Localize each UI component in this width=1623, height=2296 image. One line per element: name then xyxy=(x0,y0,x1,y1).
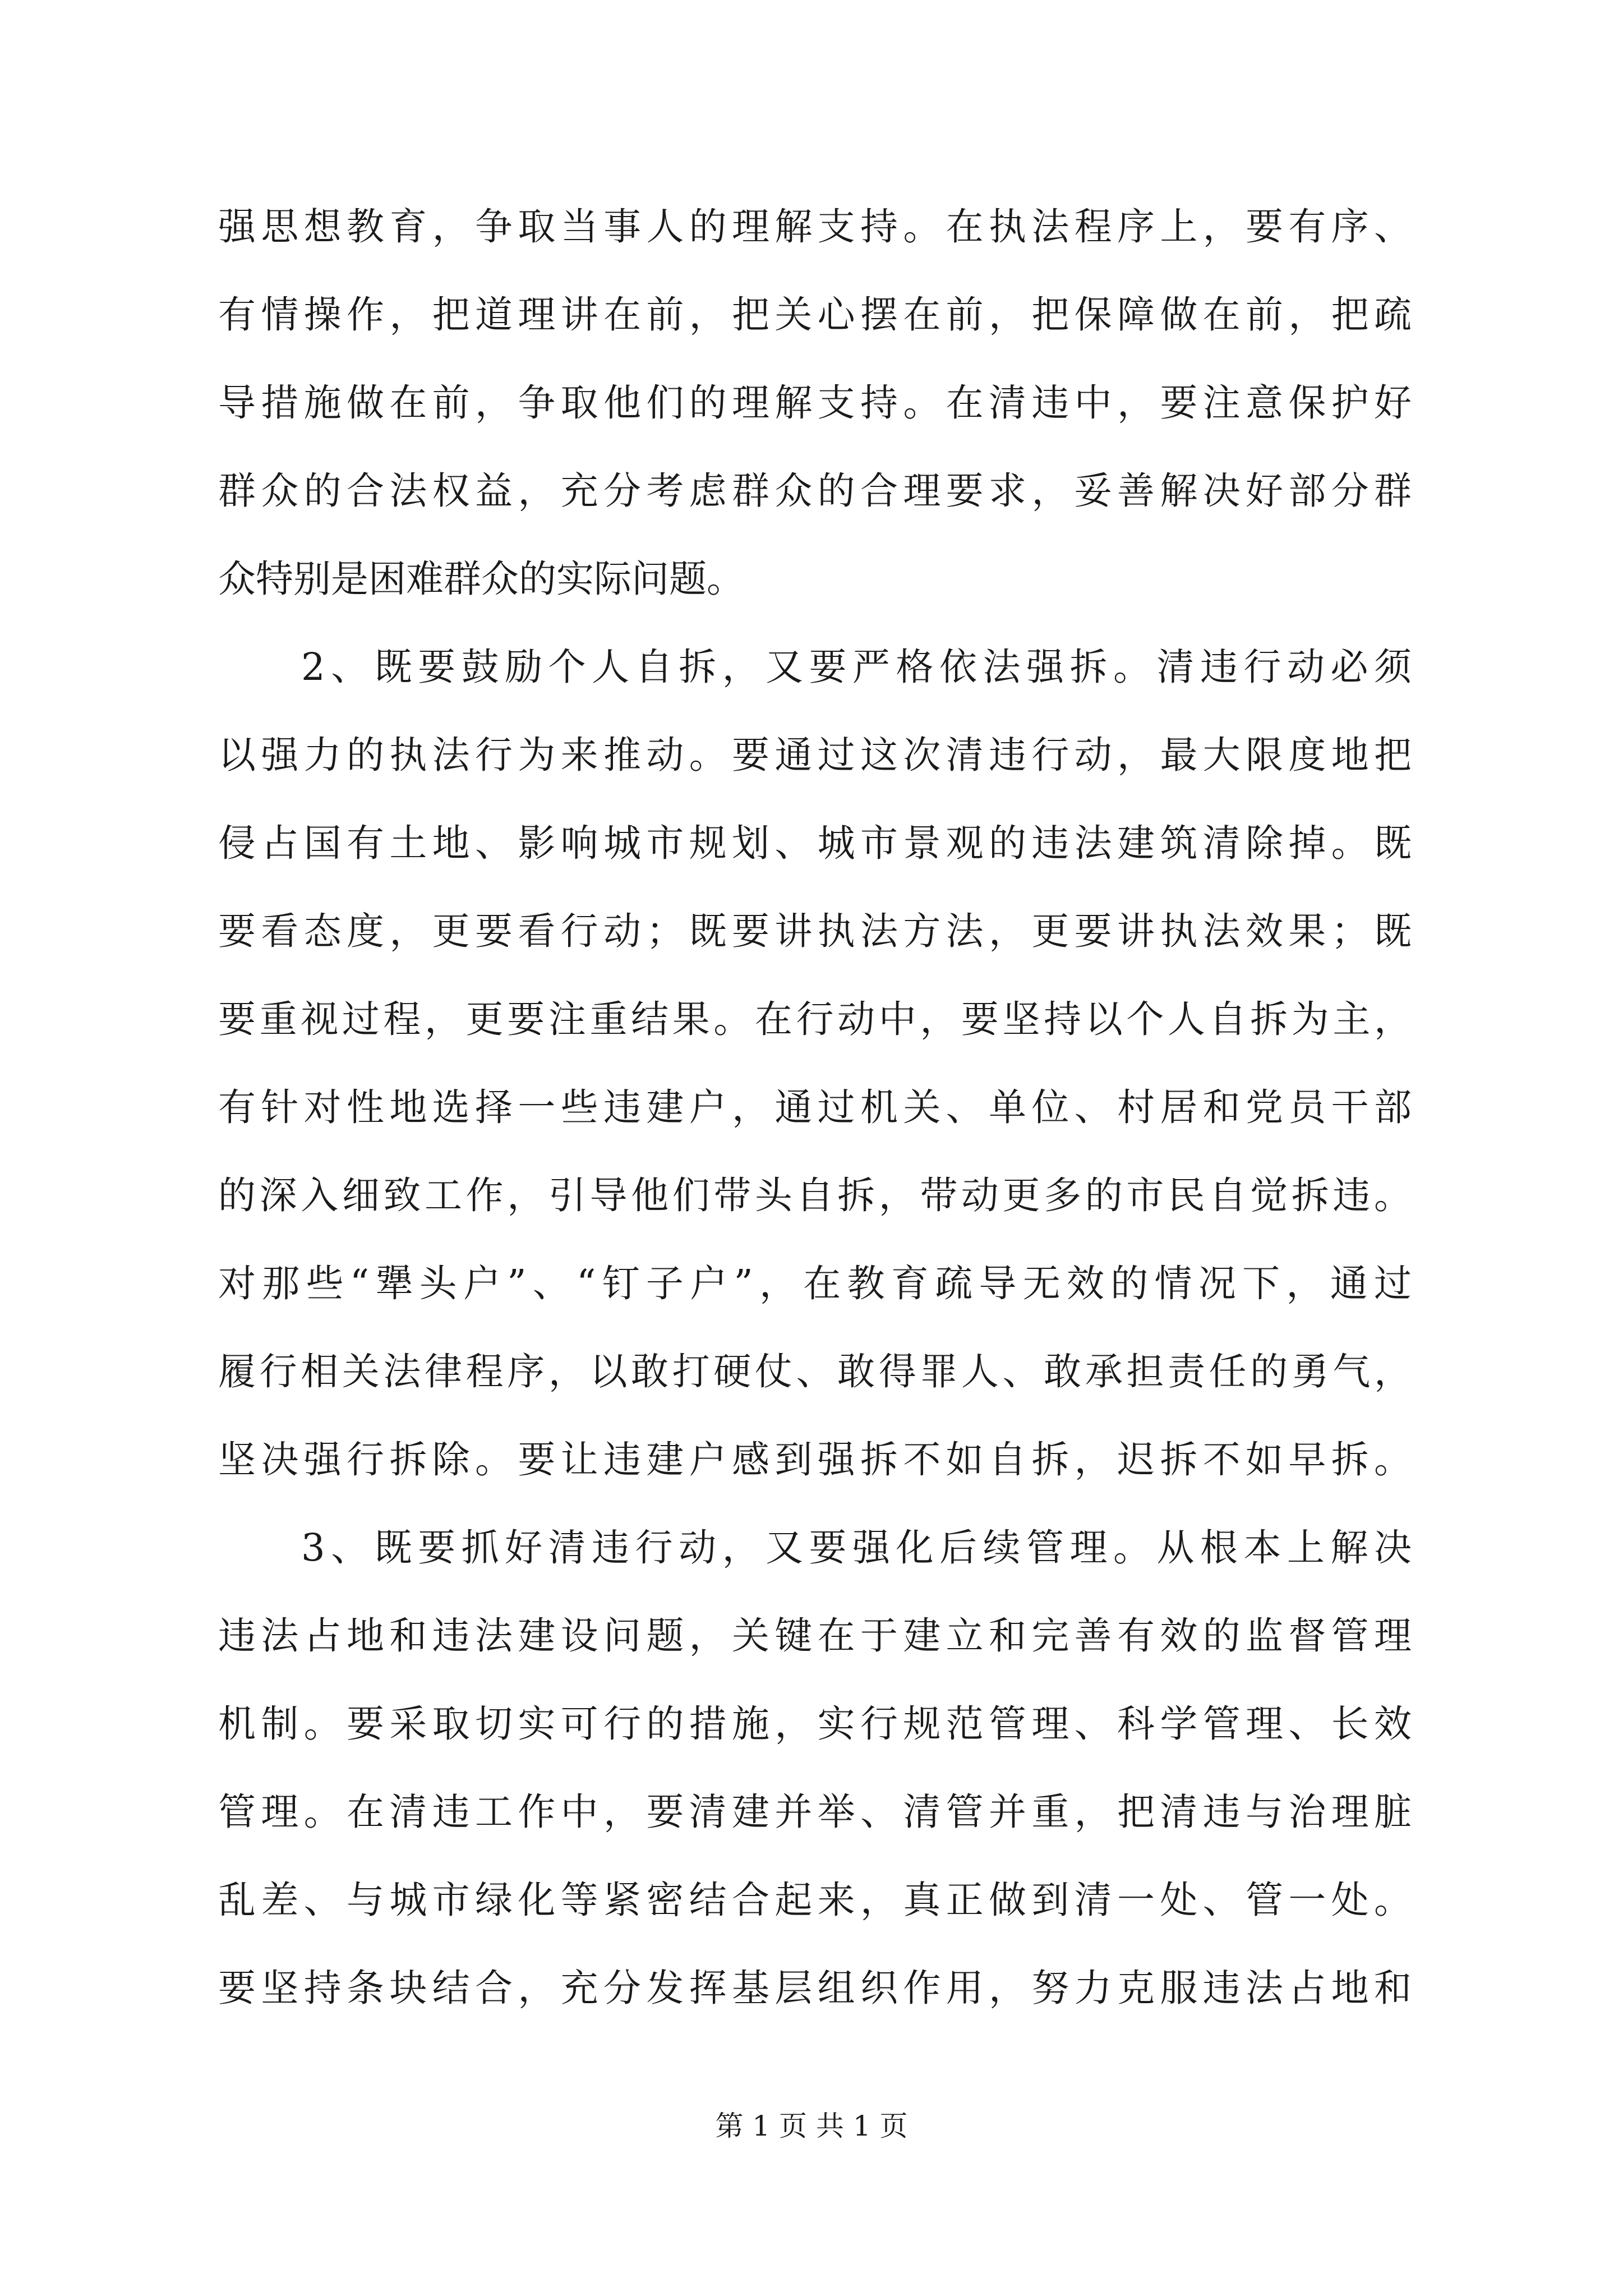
page-number-label: 第 1 页 共 1 页 xyxy=(715,2110,908,2142)
text-line: 机制。要采取切实可行的措施，实行规范管理、科学管理、长效 xyxy=(218,1702,1412,1746)
text-line: 有针对性地选择一些违建户，通过机关、单位、村居和党员干部 xyxy=(218,1085,1412,1129)
text-line: 导措施做在前，争取他们的理解支持。在清违中，要注意保护好 xyxy=(218,381,1412,425)
text-line: 坚决强行拆除。要让违建户感到强拆不如自拆，迟拆不如早拆。 xyxy=(218,1438,1412,1481)
text-line: 的深入细致工作，引导他们带头自拆，带动更多的市民自觉拆违。 xyxy=(218,1174,1412,1217)
text-line: 有情操作，把道理讲在前，把关心摆在前，把保障做在前，把疏 xyxy=(218,293,1412,337)
text-line: 众特别是困难群众的实际问题。 xyxy=(218,557,744,601)
document-body xyxy=(218,183,1412,2032)
text-line: 违法占地和违法建设问题，关键在于建立和完善有效的监督管理 xyxy=(218,1614,1412,1658)
text-line: 强思想教育，争取当事人的理解支持。在执法程序上，要有序、 xyxy=(218,205,1412,249)
text-line: 要坚持条块结合，充分发挥基层组织作用，努力克服违法占地和 xyxy=(218,1966,1412,2010)
text-line: 要重视过程，更要注重结果。在行动中，要坚持以个人自拆为主， xyxy=(218,997,1412,1041)
text-line: 侵占国有土地、影响城市规划、城市景观的违法建筑清除掉。既 xyxy=(218,821,1412,865)
paragraph-heading-line: 3、既要抓好清违行动，又要强化后续管理。从根本上解决 xyxy=(301,1526,1412,1570)
text-line: 对那些“犟头户”、“钉子户”，在教育疏导无效的情况下，通过 xyxy=(218,1262,1412,1305)
text-line: 履行相关法律程序，以敢打硬仗、敢得罪人、敢承担责任的勇气， xyxy=(218,1350,1412,1393)
text-line: 乱差、与城市绿化等紧密结合起来，真正做到清一处、管一处。 xyxy=(218,1878,1412,1922)
text-line: 群众的合法权益，充分考虑群众的合理要求，妥善解决好部分群 xyxy=(218,469,1412,513)
page-footer xyxy=(0,2109,1623,2143)
text-line: 要看态度，更要看行动；既要讲执法方法，更要讲执法效果；既 xyxy=(218,909,1412,953)
text-line: 以强力的执法行为来推动。要通过这次清违行动，最大限度地把 xyxy=(218,733,1412,777)
text-line: 管理。在清违工作中，要清建并举、清管并重，把清违与治理脏 xyxy=(218,1790,1412,1834)
paragraph-heading-line: 2、既要鼓励个人自拆，又要严格依法强拆。清违行动必须 xyxy=(301,645,1412,689)
